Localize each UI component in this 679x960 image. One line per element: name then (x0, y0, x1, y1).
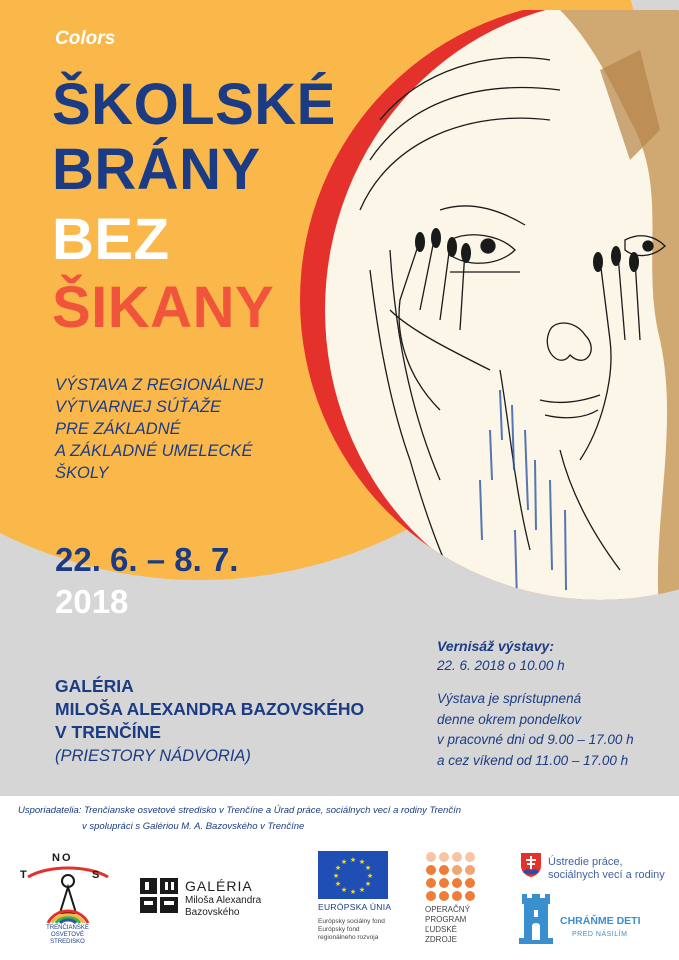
hours-line: Výstava je sprístupnená (437, 691, 582, 706)
date-range: 22. 6. – 8. 7. (55, 541, 239, 578)
svg-text:★: ★ (349, 856, 357, 864)
vernissage-date: 22. 6. 2018 o 10.00 h (437, 658, 565, 673)
chranme-deti-title: CHRÁŇME DETI (560, 915, 641, 927)
description-line: PRE ZÁKLADNÉ (55, 420, 181, 438)
description-line: VÝSTAVA Z REGIONÁLNEJ (55, 376, 264, 394)
upsvr-line: Ústredie práce, (548, 856, 623, 868)
gallery-logo-name: GALÉRIA (185, 878, 253, 894)
svg-text:★: ★ (334, 880, 342, 888)
tos-name-line: STREDISKO (50, 939, 85, 945)
op-label-line: PROGRAM (425, 915, 467, 924)
svg-text:★: ★ (364, 864, 372, 872)
svg-text:★: ★ (358, 858, 366, 866)
venue-line: V TRENČÍNE (55, 722, 161, 742)
tos-name-line: OSVETOVÉ (51, 932, 84, 938)
hours-line: a cez víkend od 11.00 – 17.00 h (437, 752, 629, 768)
hours-line: denne okrem pondelkov (437, 711, 582, 727)
op-label-line: ZDROJE (425, 935, 457, 944)
slovak-coat-of-arms-icon (520, 852, 542, 878)
gallery-logo-sub (185, 895, 261, 919)
svg-text:★: ★ (358, 886, 366, 894)
date-year: 2018 (55, 583, 129, 620)
chranme-deti-sub: PRED NÁSILÍM (572, 931, 628, 938)
description-line: VÝTVARNEJ SÚŤAŽE (55, 398, 221, 416)
title-line-1: ŠKOLSKÉ (52, 72, 336, 137)
eu-funds (318, 918, 385, 942)
venue-line: MILOŠA ALEXANDRA BAZOVSKÉHO (55, 699, 365, 719)
eu-fund-line: Európsky fond (318, 926, 360, 933)
castle-logo-icon (518, 890, 554, 946)
svg-text:★: ★ (366, 872, 374, 880)
description-line: ŠKOLY (55, 464, 109, 482)
svg-text:★: ★ (332, 872, 340, 880)
svg-text:★: ★ (364, 880, 372, 888)
eu-label: EURÓPSKA ÚNIA (318, 902, 392, 912)
gallery-sub-line: Bazovského (185, 907, 240, 918)
op-label-line: ĽUDSKÉ (425, 925, 458, 934)
tos-name (25, 925, 110, 946)
eu-fund-line: Európsky sociálny fond (318, 918, 385, 925)
organizers-line-1: Usporiadatelia: Trenčianske osvetové stredisko v Trenčíne a Úrad práce, sociálnych vecí a rodiny Trenčín (18, 805, 462, 816)
upsvr-label (548, 856, 665, 882)
svg-text:★: ★ (349, 888, 357, 896)
gallery-sub-line: Miloša Alexandra (185, 895, 262, 906)
exhibition-description (55, 374, 315, 484)
title-line-4: ŠIKANY (52, 275, 275, 340)
op-label-line: OPERAČNÝ (425, 905, 470, 914)
opening-hours (437, 689, 634, 771)
gallery-logo-icon (140, 878, 180, 914)
organizers-line-2: v spolupráci s Galériou M. A. Bazovského v Trenčíne (82, 821, 305, 832)
vernissage-title: Vernisáž výstavy: (437, 638, 554, 654)
svg-text:★: ★ (340, 886, 348, 894)
venue-note: (PRIESTORY NÁDVORIA) (55, 747, 251, 765)
venue (55, 675, 364, 744)
tos-letter: N (52, 852, 60, 864)
hours-line: v pracovné dni od 9.00 – 17.00 h (437, 732, 634, 747)
op-label (425, 905, 470, 945)
svg-text:★: ★ (340, 858, 348, 866)
eu-fund-line: regionálneho rozvoja (318, 934, 379, 941)
description-line: A ZÁKLADNÉ UMELECKÉ (55, 442, 253, 460)
tos-letter: S (92, 869, 100, 881)
tos-logo-icon (18, 855, 118, 927)
tos-letter: T (20, 869, 27, 881)
tos-name-line: TRENČIANSKE (46, 925, 89, 931)
artwork-crying-girl (300, 10, 679, 620)
title-line-3: BEZ (52, 207, 170, 272)
eu-flag-icon (318, 851, 388, 899)
tos-letter: O (62, 852, 71, 864)
series-label: Colors (55, 28, 116, 49)
op-dots-logo-icon (425, 851, 477, 901)
svg-text:★: ★ (334, 864, 342, 872)
upsvr-line: sociálnych vecí a rodiny (548, 869, 665, 881)
title-line-2: BRÁNY (52, 137, 261, 202)
venue-line: GALÉRIA (55, 676, 134, 696)
